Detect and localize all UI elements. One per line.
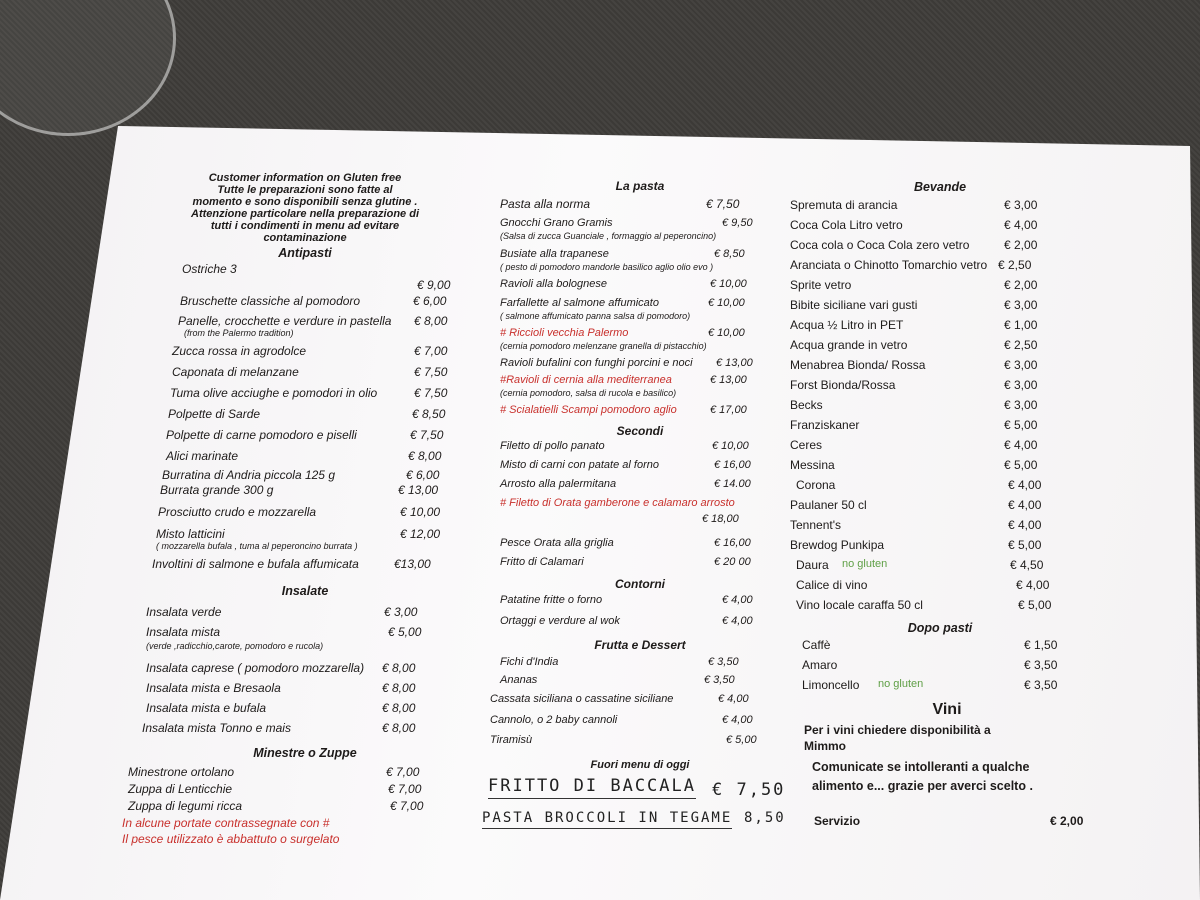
item-price: € 5,00 bbox=[726, 734, 757, 746]
item-name: Zucca rossa in agrodolce bbox=[172, 344, 307, 358]
item-desc: ( salmone affumicato panna salsa di pomodoro) bbox=[500, 311, 691, 321]
menu-item bbox=[146, 701, 456, 721]
bevande-list bbox=[790, 198, 1090, 618]
col-pasta bbox=[482, 175, 786, 840]
menu-item bbox=[500, 357, 780, 374]
col-antipasti bbox=[122, 172, 460, 848]
menu-item bbox=[790, 438, 1090, 458]
item-price: € 8,00 bbox=[414, 314, 448, 328]
item-name: Vino locale caraffa 50 cl bbox=[796, 598, 923, 612]
item-name: Pasta alla norma bbox=[500, 197, 591, 211]
item-name: Daura bbox=[796, 558, 829, 572]
item-name: Misto di carni con patate al forno bbox=[500, 459, 659, 471]
bevande-heading: Bevande bbox=[913, 180, 967, 194]
no-gluten-tag: no gluten bbox=[842, 558, 888, 570]
item-price: € 16,00 bbox=[714, 537, 751, 549]
menu-item bbox=[802, 638, 1090, 658]
zuppe-heading: Minestre o Zuppe bbox=[253, 746, 357, 760]
handwritten-special bbox=[488, 776, 786, 810]
item-price: € 3,50 bbox=[1024, 658, 1058, 672]
menu-item bbox=[790, 458, 1090, 478]
item-name: Acqua grande in vetro bbox=[790, 338, 908, 352]
menu-item bbox=[182, 278, 492, 294]
menu-item bbox=[500, 594, 780, 615]
item-name: Forst Bionda/Rossa bbox=[790, 378, 896, 392]
item-price: € 8,50 bbox=[714, 248, 745, 260]
menu-item bbox=[500, 327, 780, 357]
menu-item bbox=[146, 681, 456, 701]
menu-item bbox=[790, 398, 1090, 418]
menu-item bbox=[500, 497, 780, 513]
gluten-info-line: tutti i condimenti in menu ad evitare bbox=[210, 220, 400, 232]
item-name: Farfallette al salmone affumicato bbox=[500, 297, 659, 309]
item-price: € 3,00 bbox=[1004, 358, 1038, 372]
menu-item bbox=[500, 440, 780, 459]
menu-item bbox=[790, 538, 1090, 558]
item-name: # Filetto di Orata gamberone e calamaro arrosto bbox=[500, 497, 735, 509]
item-name: Ostriche 3 bbox=[182, 262, 237, 276]
item-name: Cassata siciliana o cassatine siciliane bbox=[490, 693, 674, 705]
item-price: € 2,00 bbox=[1004, 278, 1038, 292]
item-price: € 9,00 bbox=[417, 278, 451, 292]
item-name: Insalata mista Tonno e mais bbox=[142, 721, 291, 735]
item-price: € 4,00 bbox=[718, 693, 749, 705]
menu-item bbox=[178, 314, 488, 344]
item-price: € 7,00 bbox=[388, 782, 422, 796]
item-name: Insalata mista e bufala bbox=[146, 701, 267, 715]
item-price: € 2,00 bbox=[1004, 238, 1038, 252]
gluten-info-line: Tutte le preparazioni sono fatte al bbox=[217, 184, 393, 196]
item-price: € 8,00 bbox=[382, 661, 416, 675]
item-name: Insalata mista bbox=[146, 625, 221, 639]
item-price: € 8,50 bbox=[412, 407, 446, 421]
item-name: Fichi d'India bbox=[500, 656, 559, 668]
servizio-label: Servizio bbox=[814, 814, 861, 828]
item-name: Tennent's bbox=[790, 518, 841, 532]
menu-item bbox=[180, 294, 490, 314]
contorni-list bbox=[500, 594, 780, 634]
note-line: In alcune portate contrassegnate con # bbox=[122, 816, 330, 830]
menu-item bbox=[128, 799, 438, 816]
item-name: Becks bbox=[790, 398, 823, 412]
menu-item bbox=[500, 217, 780, 248]
menu-item bbox=[500, 656, 780, 674]
item-price: € 1,50 bbox=[1024, 638, 1058, 652]
item-price: € 3,50 bbox=[708, 656, 739, 668]
menu-item bbox=[170, 386, 480, 407]
item-name: Bibite siciliane vari gusti bbox=[790, 298, 918, 312]
zuppe-list bbox=[128, 765, 460, 816]
menu-item bbox=[500, 197, 780, 217]
item-price: € 8,00 bbox=[382, 701, 416, 715]
item-name: Coca cola o Coca Cola zero vetro bbox=[790, 238, 970, 252]
menu-item bbox=[500, 278, 780, 297]
menu-item bbox=[790, 358, 1090, 378]
handwritten-special bbox=[482, 810, 786, 840]
item-name: Ananas bbox=[500, 674, 538, 686]
item-price: € 10,00 bbox=[712, 440, 749, 452]
item-price: € 17,00 bbox=[710, 404, 747, 416]
item-name: Zuppa di Lenticchie bbox=[128, 782, 233, 796]
item-price: € 1,00 bbox=[1004, 318, 1038, 332]
item-name: Aranciata o Chinotto Tomarchio vetro bbox=[790, 258, 988, 272]
menu-item bbox=[790, 298, 1090, 318]
menu-item bbox=[168, 407, 478, 428]
menu-item bbox=[790, 558, 1090, 578]
item-name: Paulaner 50 cl bbox=[790, 498, 867, 512]
item-name: Messina bbox=[790, 458, 835, 472]
insalate-list bbox=[142, 605, 460, 741]
item-name: Pesce Orata alla griglia bbox=[500, 537, 614, 549]
menu-item bbox=[790, 418, 1090, 438]
item-price: € 4,00 bbox=[722, 714, 753, 726]
item-name: Busiate alla trapanese bbox=[500, 248, 609, 260]
menu-item bbox=[166, 428, 476, 449]
item-name: Limoncello bbox=[802, 678, 860, 692]
item-name: Patatine fritte o forno bbox=[500, 594, 603, 606]
menu-item bbox=[128, 782, 438, 799]
menu-item bbox=[166, 449, 476, 468]
item-price: € 9,50 bbox=[722, 217, 753, 229]
menu-item bbox=[500, 459, 780, 478]
menu-item bbox=[802, 678, 1090, 698]
item-price: € 5,00 bbox=[1008, 538, 1042, 552]
frutta-heading: Frutta e Dessert bbox=[594, 638, 686, 652]
item-name: Amaro bbox=[802, 658, 838, 672]
item-name: Ravioli alla bolognese bbox=[500, 278, 608, 290]
fuori-menu-heading: Fuori menu di oggi bbox=[590, 759, 690, 771]
item-name: Fritto di Calamari bbox=[500, 556, 584, 568]
item-price: € 8,00 bbox=[408, 449, 442, 463]
gluten-info-line: Attenzione particolare nella preparazione di bbox=[191, 208, 419, 220]
menu-item bbox=[146, 661, 456, 681]
item-name: Sprite vetro bbox=[790, 278, 852, 292]
menu-item bbox=[500, 374, 780, 404]
item-price: € 14.00 bbox=[714, 478, 751, 490]
item-name: # Scialatielli Scampi pomodoro aglio bbox=[500, 404, 677, 416]
menu-item bbox=[500, 556, 780, 575]
antipasti-heading: Antipasti bbox=[278, 246, 332, 260]
pasta-heading: La pasta bbox=[615, 179, 665, 193]
item-name: Insalata caprese ( pomodoro mozzarella) bbox=[146, 661, 365, 675]
item-price: € 3,50 bbox=[704, 674, 735, 686]
item-name: Minestrone ortolano bbox=[128, 765, 235, 779]
item-name: Insalata mista e Bresaola bbox=[146, 681, 281, 695]
menu-item bbox=[500, 674, 780, 693]
allergen-notes bbox=[122, 816, 460, 848]
item-price: € 20 00 bbox=[714, 556, 751, 568]
item-price: € 10,00 bbox=[708, 327, 745, 339]
item-price: € 6,00 bbox=[413, 294, 447, 308]
menu-item bbox=[142, 721, 452, 741]
menu-item bbox=[790, 198, 1090, 218]
menu-item bbox=[790, 318, 1090, 338]
item-name: Coca Cola Litro vetro bbox=[790, 218, 903, 232]
item-price: € 8,00 bbox=[382, 681, 416, 695]
item-name: Caffè bbox=[802, 638, 831, 652]
menu-item bbox=[500, 478, 780, 497]
menu-item bbox=[790, 338, 1090, 358]
secondi-list bbox=[500, 440, 780, 575]
menu-item bbox=[172, 344, 482, 365]
menu-item bbox=[158, 505, 468, 527]
menu-item bbox=[790, 238, 1090, 258]
item-price: € 7,50 bbox=[712, 780, 786, 800]
item-name: Acqua ½ Litro in PET bbox=[790, 318, 904, 332]
gluten-info-line: contaminazione bbox=[263, 232, 347, 244]
servizio-row bbox=[814, 814, 1090, 834]
menu-item bbox=[490, 693, 780, 714]
wine-glass bbox=[0, 0, 176, 136]
item-name: Burrata grande 300 g bbox=[160, 483, 274, 497]
item-price: € 13,00 bbox=[398, 483, 439, 497]
antipasti-list bbox=[150, 262, 460, 577]
menu-item bbox=[802, 658, 1090, 678]
item-price: € 7,50 bbox=[410, 428, 444, 442]
item-name: FRITTO DI BACCALA bbox=[488, 776, 696, 799]
fuori-menu-list bbox=[482, 776, 786, 840]
menu-item bbox=[500, 248, 780, 278]
secondi-heading: Secondi bbox=[616, 424, 664, 438]
item-name: Corona bbox=[796, 478, 836, 492]
item-price: € 4,00 bbox=[722, 594, 753, 606]
item-name: #Ravioli di cernia alla mediterranea bbox=[500, 374, 672, 386]
gluten-info-title: Customer information on Gluten free bbox=[208, 172, 402, 184]
item-price: €13,00 bbox=[394, 557, 431, 571]
menu-item bbox=[790, 278, 1090, 298]
item-price: € 4,00 bbox=[1008, 518, 1042, 532]
item-name: Misto latticini bbox=[156, 527, 225, 541]
item-name: # Riccioli vecchia Palermo bbox=[500, 327, 629, 339]
contorni-heading: Contorni bbox=[615, 577, 665, 591]
menu-item bbox=[500, 404, 780, 422]
item-name: Arrosto alla palermitana bbox=[500, 478, 617, 490]
item-price: € 3,00 bbox=[1004, 398, 1038, 412]
item-name: Filetto di pollo panato bbox=[500, 440, 605, 452]
item-price: € 7,50 bbox=[414, 386, 448, 400]
item-price: € 4,00 bbox=[1004, 438, 1038, 452]
menu-item bbox=[490, 714, 780, 734]
item-price: € 7,00 bbox=[414, 344, 448, 358]
item-name: Menabrea Bionda/ Rossa bbox=[790, 358, 926, 372]
menu-item bbox=[152, 557, 462, 577]
menu-item bbox=[790, 478, 1090, 498]
item-price: € 7,50 bbox=[706, 197, 740, 211]
item-desc: ( mozzarella bufala , tuma al peperoncino burrata ) bbox=[156, 541, 358, 551]
item-name: Bruschette classiche al pomodoro bbox=[180, 294, 361, 308]
menu-item bbox=[162, 468, 472, 483]
menu-item bbox=[500, 615, 780, 634]
no-gluten-tag: no gluten bbox=[878, 678, 924, 690]
item-name: Alici marinate bbox=[166, 449, 239, 463]
menu-item bbox=[128, 765, 438, 782]
menu-item bbox=[790, 378, 1090, 398]
item-name: Insalata verde bbox=[146, 605, 222, 619]
dopo-pasti-heading: Dopo pasti bbox=[907, 621, 973, 635]
vini-heading: Vini bbox=[932, 701, 962, 718]
pasta-list bbox=[500, 197, 780, 422]
vini-line: Mimmo bbox=[804, 739, 846, 753]
item-price: € 13,00 bbox=[710, 374, 747, 386]
item-name: PASTA BROCCOLI IN TEGAME bbox=[482, 810, 732, 829]
menu-item bbox=[490, 734, 780, 754]
item-price: € 10,00 bbox=[400, 505, 441, 519]
menu-item bbox=[500, 297, 780, 327]
vini-line: Per i vini chiedere disponibilità a bbox=[804, 723, 991, 737]
item-desc: (cernia pomodoro, salsa di rucola e basilico) bbox=[500, 388, 677, 398]
item-price: € 8,00 bbox=[382, 721, 416, 735]
item-price: € 4,00 bbox=[1008, 478, 1042, 492]
menu-item bbox=[790, 518, 1090, 538]
item-name: Prosciutto crudo e mozzarella bbox=[158, 505, 317, 519]
item-price: € 3,00 bbox=[1004, 298, 1038, 312]
item-name: Tiramisù bbox=[490, 734, 533, 746]
item-name: Tuma olive acciughe e pomodori in olio bbox=[170, 386, 378, 400]
item-name: Ravioli bufalini con funghi porcini e noci bbox=[500, 357, 693, 369]
item-name: Polpette di Sarde bbox=[168, 407, 261, 421]
menu-item bbox=[500, 537, 780, 556]
item-name: Brewdog Punkipa bbox=[790, 538, 885, 552]
note-line: Il pesce utilizzato è abbattuto o surgelato bbox=[122, 832, 340, 846]
insalate-heading: Insalate bbox=[281, 584, 329, 598]
menu-item bbox=[182, 262, 492, 278]
item-price: € 2,50 bbox=[1004, 338, 1038, 352]
item-price: € 7,00 bbox=[386, 765, 420, 779]
item-price: € 3,00 bbox=[384, 605, 418, 619]
item-price: € 12,00 bbox=[400, 527, 441, 541]
item-name: Panelle, crocchette e verdure in pastella bbox=[178, 314, 392, 328]
item-name: Spremuta di arancia bbox=[790, 198, 898, 212]
menu-item bbox=[500, 513, 780, 537]
item-name: Involtini di salmone e bufala affumicata bbox=[152, 557, 359, 571]
item-name: Polpette di carne pomodoro e piselli bbox=[166, 428, 357, 442]
item-price: € 3,00 bbox=[1004, 378, 1038, 392]
item-price: € 4,00 bbox=[1016, 578, 1050, 592]
frutta-list bbox=[490, 656, 780, 754]
item-name: Gnocchi Grano Gramis bbox=[500, 217, 613, 229]
item-price: € 3,50 bbox=[1024, 678, 1058, 692]
item-price: € 2,50 bbox=[998, 258, 1032, 272]
item-name: Calice di vino bbox=[796, 578, 868, 592]
item-price: € 18,00 bbox=[702, 513, 739, 525]
menu-item bbox=[160, 483, 470, 505]
item-price: € 10,00 bbox=[708, 297, 745, 309]
item-name: Ceres bbox=[790, 438, 823, 452]
item-price: € 4,00 bbox=[722, 615, 753, 627]
item-price: € 7,00 bbox=[390, 799, 424, 813]
item-name: Ortaggi e verdure al wok bbox=[500, 615, 620, 627]
item-price: 8,50 bbox=[744, 810, 786, 826]
gluten-info-line: momento e sono disponibili senza glutine . bbox=[192, 196, 418, 208]
item-name: Burratina di Andria piccola 125 g bbox=[162, 468, 335, 482]
item-price: € 6,00 bbox=[406, 468, 440, 482]
col-bevande bbox=[790, 176, 1090, 834]
item-desc: (from the Palermo tradition) bbox=[184, 328, 294, 338]
intolerance-line: Comunicate se intolleranti a qualche bbox=[812, 760, 1030, 774]
item-price: € 5,00 bbox=[388, 625, 422, 639]
item-price: € 5,00 bbox=[1004, 418, 1038, 432]
item-desc: (cernia pomodoro melenzane granella di pistacchio) bbox=[500, 341, 707, 351]
servizio-price: € 2,00 bbox=[1050, 814, 1084, 828]
menu-item bbox=[172, 365, 482, 386]
dopo-pasti-list bbox=[802, 638, 1090, 698]
menu-item bbox=[790, 598, 1090, 618]
menu-item bbox=[790, 218, 1090, 238]
item-price: € 16,00 bbox=[714, 459, 751, 471]
item-price: € 4,00 bbox=[1008, 498, 1042, 512]
item-price: € 5,00 bbox=[1018, 598, 1052, 612]
menu-item bbox=[156, 527, 466, 557]
item-name: Franziskaner bbox=[790, 418, 860, 432]
item-desc: (verde ,radicchio,carote, pomodoro e rucola) bbox=[146, 641, 324, 651]
item-price: € 5,00 bbox=[1004, 458, 1038, 472]
item-name: Cannolo, o 2 baby cannoli bbox=[490, 714, 618, 726]
item-price: € 13,00 bbox=[716, 357, 753, 369]
item-name: Zuppa di legumi ricca bbox=[128, 799, 243, 813]
item-price: € 3,00 bbox=[1004, 198, 1038, 212]
item-price: € 7,50 bbox=[414, 365, 448, 379]
menu-item bbox=[146, 605, 456, 625]
vini-section bbox=[804, 702, 1090, 796]
item-price: € 4,00 bbox=[1004, 218, 1038, 232]
menu-item bbox=[790, 258, 1090, 278]
menu-item bbox=[146, 625, 456, 661]
item-desc: ( pesto di pomodoro mandorle basilico aglio olio evo ) bbox=[500, 262, 714, 272]
gluten-info bbox=[150, 172, 460, 244]
menu-item bbox=[790, 498, 1090, 518]
menu-item bbox=[790, 578, 1090, 598]
intolerance-line: alimento e... grazie per averci scelto . bbox=[812, 779, 1033, 793]
item-desc: (Salsa di zucca Guanciale , formaggio al peperoncino) bbox=[500, 231, 717, 241]
item-price: € 10,00 bbox=[710, 278, 747, 290]
item-name: Caponata di melanzane bbox=[172, 365, 299, 379]
item-price: € 4,50 bbox=[1010, 558, 1044, 572]
